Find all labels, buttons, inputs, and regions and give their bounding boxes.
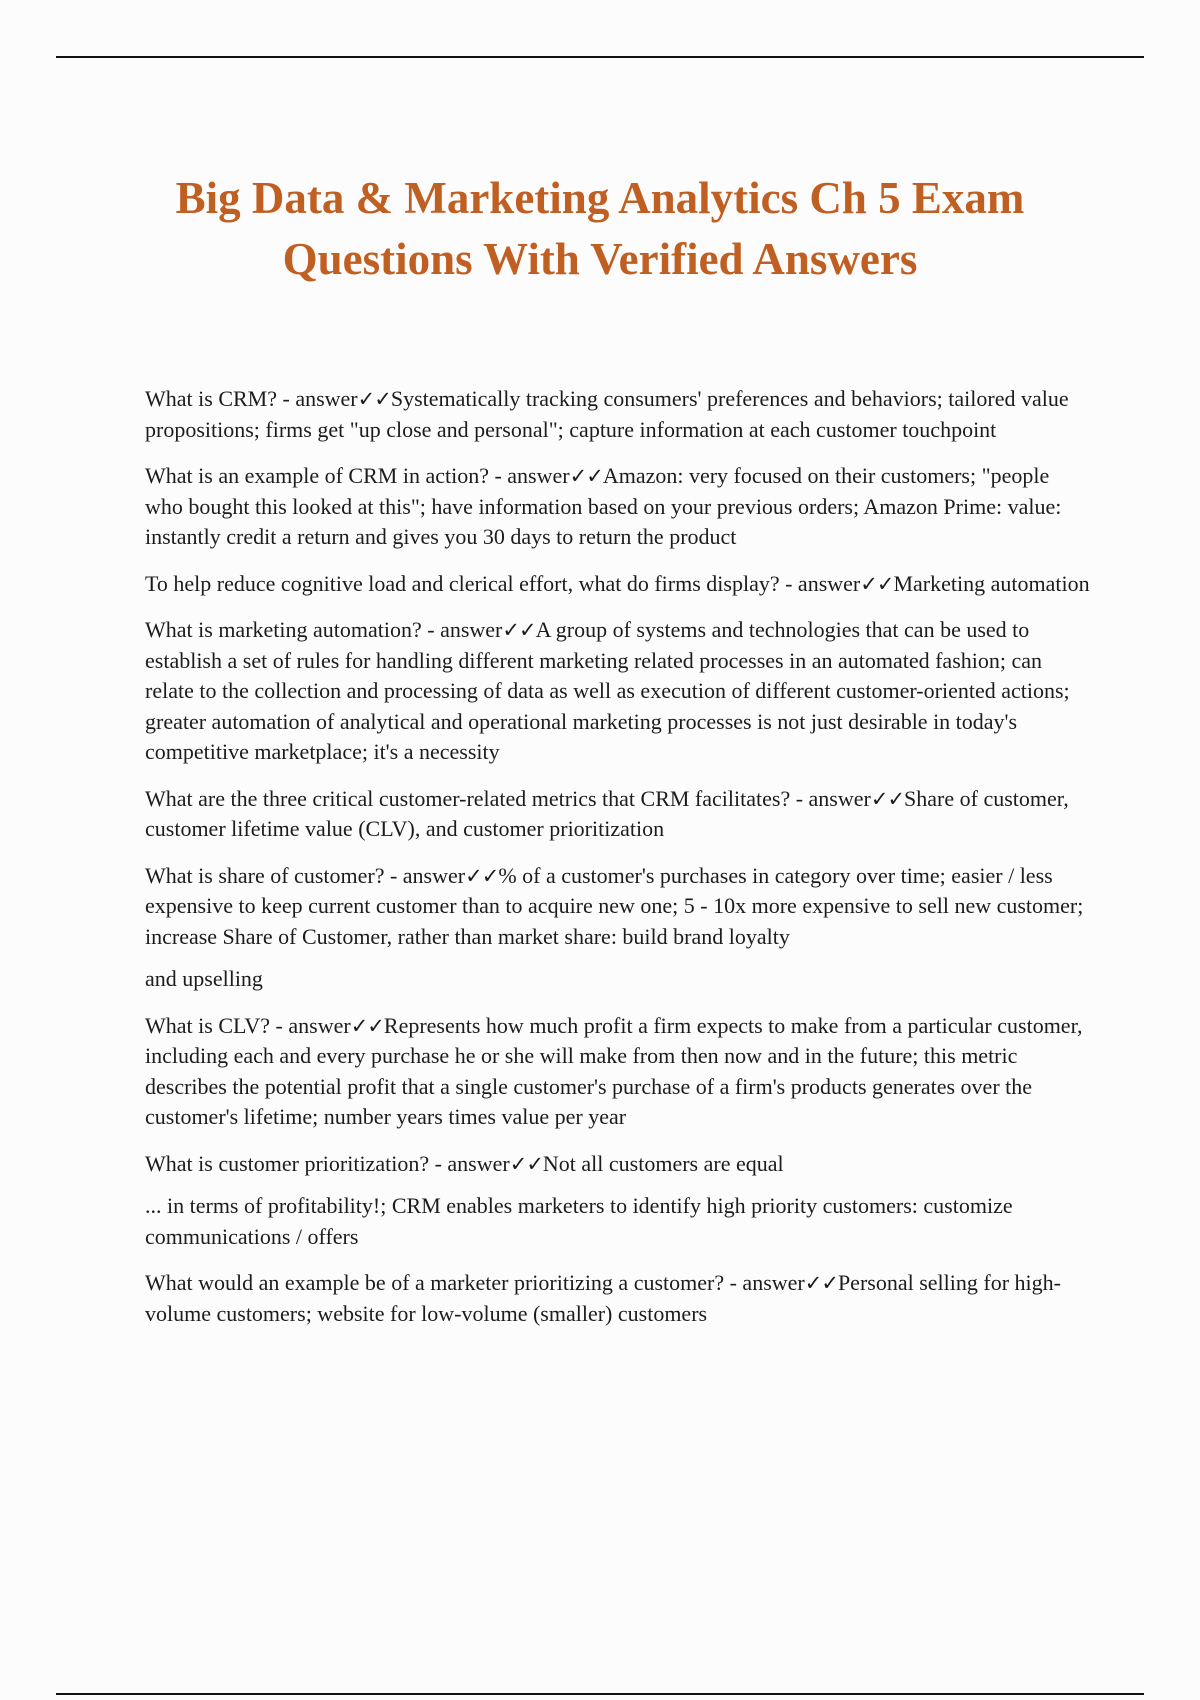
question-text: What is CRM? - answer <box>145 386 358 411</box>
qa-item <box>145 784 1090 845</box>
answer-text: Personal selling for high-volume customers; website for low-volume (smaller) customers <box>145 1270 1061 1326</box>
qa-item <box>145 1011 1090 1133</box>
document-title: Big Data & Marketing Analytics Ch 5 Exam Questions With Verified Answers <box>175 173 1025 284</box>
qa-item <box>145 615 1090 768</box>
question-text: To help reduce cognitive load and clerical effort, what do firms display? - answer <box>145 570 861 596</box>
qa-continuation: and upselling <box>145 966 263 991</box>
check-mark-icon: ✓✓ <box>804 1271 838 1295</box>
answer-text: Represents how much profit a firm expects to make from a particular customer, including each and every purchase he or she will make from then now and in the future; this metric describes the potential profit that a single customer's purchase of a firm's products generates over the customer's lifetime; number years times value per year <box>145 1012 1083 1129</box>
question-text: What is marketing automation? - answer <box>145 617 503 642</box>
check-mark-icon: ✓✓ <box>357 387 391 411</box>
question-text: What is customer prioritization? - answer <box>145 1150 510 1176</box>
answer-text: % of a customer's purchases in category over time; easier / less expensive to keep current customer than to acquire new one; 5 - 10x more expensive to sell new customer; increase Share of Customer, rather than market share: build brand loyalty <box>145 862 1084 949</box>
answer-text: Marketing automation <box>893 570 1090 596</box>
check-mark-icon: ✓✓ <box>860 571 894 596</box>
answer-text: Share of customer, customer lifetime value (CLV), and customer prioritization <box>145 785 1069 841</box>
check-mark-icon: ✓✓ <box>502 618 536 642</box>
question-text: What is an example of CRM in action? - answer <box>145 463 570 488</box>
qa-item <box>145 461 1090 553</box>
qa-item <box>145 384 1090 445</box>
qa-item <box>145 569 1090 600</box>
check-mark-icon: ✓✓ <box>509 1151 543 1176</box>
check-mark-icon: ✓✓ <box>870 786 905 811</box>
qa-content <box>145 384 1090 1345</box>
header-rule <box>56 56 1144 58</box>
answer-text: Amazon: very focused on their customers; "people who bought this looked at this"; have information based on your previous orders; Amazon Prime: value: instantly credit a return and gives you 30 days to return the product <box>145 463 1062 549</box>
check-mark-icon: ✓✓ <box>569 464 603 488</box>
qa-item <box>145 1268 1090 1329</box>
question-text: What are the three critical customer-related metrics that CRM facilitates? - answer <box>145 785 871 811</box>
check-mark-icon: ✓✓ <box>350 1013 384 1038</box>
qa-continuation: ... in terms of profitability!; CRM enables marketers to identify high priority customers: customize communications / offers <box>145 1193 1013 1249</box>
check-mark-icon: ✓✓ <box>465 863 499 888</box>
answer-text: Systematically tracking consumers' preferences and behaviors; tailored value propositions; firms get "up close and personal"; capture information at each customer touchpoint <box>145 386 1069 442</box>
footer-rule <box>56 1693 1144 1695</box>
qa-item <box>145 861 1090 953</box>
qa-item <box>145 1149 1090 1180</box>
answer-text: A group of systems and technologies that can be used to establish a set of rules for handling different marketing related processes in an automated fashion; can relate to the collection and processing of data as well as execution of different customer-oriented actions; greater automation of analytical and operational marketing processes is not just desirable in today's competitive marketplace; it's a necessity <box>145 617 1070 764</box>
question-text: What is share of customer? - answer <box>145 862 466 888</box>
question-text: What would an example be of a marketer prioritizing a customer? - answer <box>145 1270 805 1295</box>
answer-text: Not all customers are equal <box>542 1150 784 1176</box>
question-text: What is CLV? - answer <box>145 1012 351 1038</box>
